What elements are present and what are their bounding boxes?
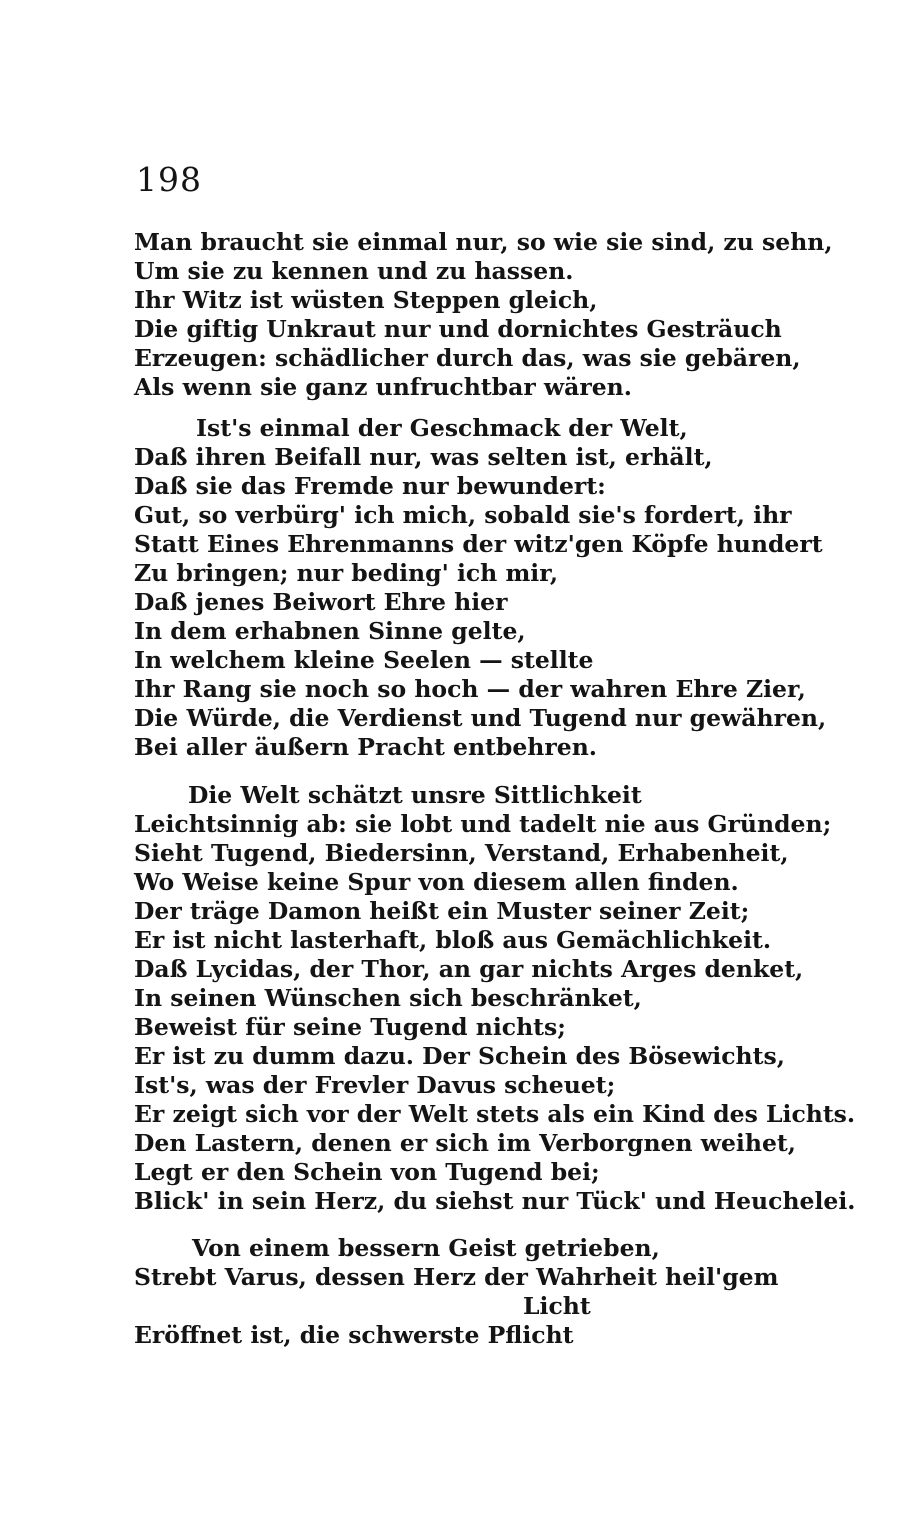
verse-line: Daß Lycidas, der Thor, an gar nichts Arges denket,	[134, 955, 804, 983]
verse-line: Daß sie das Fremde nur bewundert:	[134, 472, 606, 500]
verse-line: Daß jenes Beiwort Ehre hier	[134, 588, 508, 616]
page-number: 198	[136, 160, 202, 199]
verse-line: Legt er den Schein von Tugend bei;	[134, 1158, 600, 1186]
verse-line: Eröffnet ist, die schwerste Pflicht	[134, 1321, 574, 1349]
verse-line: Gut, so verbürg' ich mich, sobald sie's fordert, ihr	[134, 501, 792, 529]
verse-line: Daß ihren Beifall nur, was selten ist, erhält,	[134, 443, 713, 471]
verse-line: Blick' in sein Herz, du siehst nur Tück' und Heuchelei.	[134, 1187, 856, 1215]
verse-line: Er ist zu dumm dazu. Der Schein des Bösewichts,	[134, 1042, 785, 1070]
verse-line: Er zeigt sich vor der Welt stets als ein Kind des Lichts.	[134, 1100, 856, 1128]
verse-line: Leichtsinnig ab: sie lobt und tadelt nie aus Gründen;	[134, 810, 832, 838]
verse-line: Als wenn sie ganz unfruchtbar wären.	[134, 373, 632, 401]
verse-line: Die Würde, die Verdienst und Tugend nur gewähren,	[134, 704, 827, 732]
verse-line: Der träge Damon heißt ein Muster seiner Zeit;	[134, 897, 750, 925]
verse-line: Ist's, was der Frevler Davus scheuet;	[134, 1071, 616, 1099]
verse-line: Die giftig Unkraut nur und dornichtes Gesträuch	[134, 315, 782, 343]
verse-line: Er ist nicht lasterhaft, bloß aus Gemächlichkeit.	[134, 926, 772, 954]
verse-line: Die Welt schätzt unsre Sittlichkeit	[188, 781, 642, 809]
verse-line: Beweist für seine Tugend nichts;	[134, 1013, 566, 1041]
verse-line: In seinen Wünschen sich beschränket,	[134, 984, 642, 1012]
verse-line: Den Lastern, denen er sich im Verborgnen weihet,	[134, 1129, 796, 1157]
verse-line: Ihr Rang sie noch so hoch — der wahren Ehre Zier,	[134, 675, 806, 703]
verse-line: Sieht Tugend, Biedersinn, Verstand, Erhabenheit,	[134, 839, 789, 867]
verse-line: Von einem bessern Geist getrieben,	[192, 1234, 660, 1262]
verse-line: Erzeugen: schädlicher durch das, was sie gebären,	[134, 344, 801, 372]
verse-line: Strebt Varus, dessen Herz der Wahrheit heil'gem	[134, 1263, 779, 1291]
verse-line: Wo Weise keine Spur von diesem allen finden.	[134, 868, 739, 896]
verse-line: Man braucht sie einmal nur, so wie sie sind, zu sehn,	[134, 228, 833, 256]
verse-line: Um sie zu kennen und zu hassen.	[134, 257, 574, 285]
verse-line: Ihr Witz ist wüsten Steppen gleich,	[134, 286, 598, 314]
verse-line: In dem erhabnen Sinne gelte,	[134, 617, 526, 645]
verse-line: Zu bringen; nur beding' ich mir,	[134, 559, 559, 587]
verse-line: In welchem kleine Seelen — stellte	[134, 646, 594, 674]
verse-line: Bei aller äußern Pracht entbehren.	[134, 733, 597, 761]
verse-line: Ist's einmal der Geschmack der Welt,	[196, 414, 688, 442]
verse-line: Statt Eines Ehrenmanns der witz'gen Köpfe hundert	[134, 530, 823, 558]
verse-line: Licht	[523, 1292, 591, 1320]
